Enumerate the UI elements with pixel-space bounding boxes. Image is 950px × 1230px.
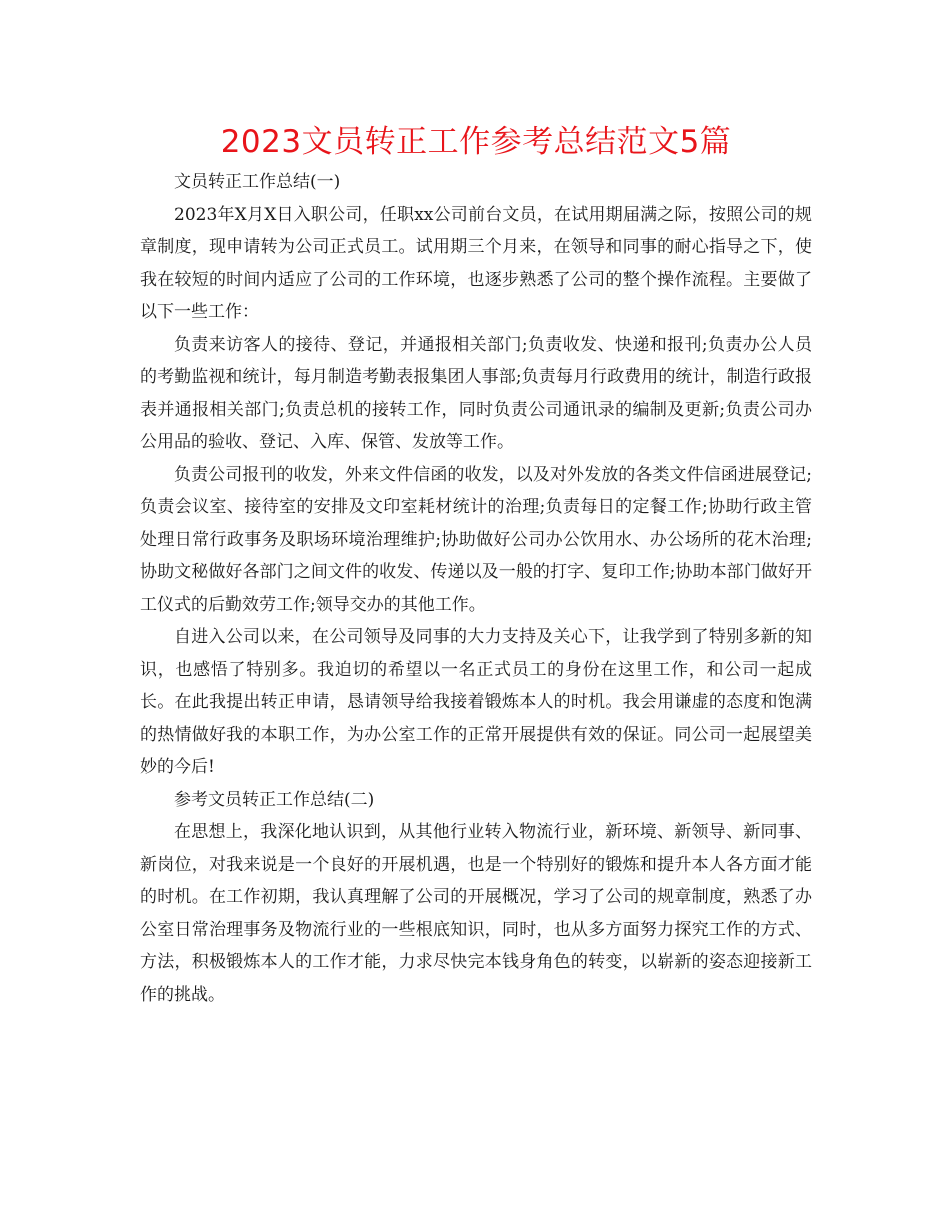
document-page [140,118,812,1011]
section-2-paragraph-1: 在思想上，我深化地认识到，从其他行业转入物流行业，新环境、新领导、新同事、新岗位，对我来说是一个良好的开展机遇，也是一个特别好的锻炼和提升本人各方面才能的时机。在工作初期，我认真理解了公司的开展概况，学习了公司的规章制度，熟悉了办公室日常治理事务及物流行业的一些根底知识，同时，也从多方面努力探究工作的方式、方法，积极锻炼本人的工作才能，力求尽快完本钱身角色的转变，以崭新的姿态迎接新工作的挑战。 [140,822,812,1005]
section-1-paragraph-2: 负责来访客人的接待、登记，并通报相关部门;负责收发、快递和报刊;负责办公人员的考勤监视和统计，每月制造考勤表报集团人事部;负责每月行政费用的统计，制造行政报表并通报相关部门;负责总机的接转工作，同时负责公司通讯录的编制及更新;负责公司办公用品的验收、登记、入库、保管、发放等工作。 [140,334,812,452]
section-1-paragraph-3: 负责公司报刊的收发，外来文件信函的收发，以及对外发放的各类文件信函进展登记;负责会议室、接待室的安排及文印室耗材统计的治理;负责每日的定餐工作;协助行政主管处理日常行政事务及职场环境治理维护;协助做好公司办公饮用水、办公场所的花木治理;协助文秘做好各部门之间文件的收发、传递以及一般的打字、复印工作;协助本部门做好开工仪式的后勤效劳工作;领导交办的其他工作。 [140,464,812,615]
section-1-paragraph-1: 2023年X月X日入职公司，任职xx公司前台文员，在试用期届满之际，按照公司的规章制度，现申请转为公司正式员工。试用期三个月来，在领导和同事的耐心指导之下，使我在较短的时间内适应了公司的工作环境，也逐步熟悉了公司的整个操作流程。主要做了以下一些工作： [140,204,812,322]
document-title: 2023文员转正工作参考总结范文5篇 [220,124,732,160]
section-1-paragraph-4: 自进入公司以来，在公司领导及同事的大力支持及关心下，让我学到了特别多新的知识，也感悟了特别多。我迫切的希望以一名正式员工的身份在这里工作，和公司一起成长。在此我提出转正申请，恳请领导给我接着锻炼本人的时机。我会用谦虚的态度和饱满的热情做好我的本职工作，为办公室工作的正常开展提供有效的保证。同公司一起展望美妙的今后! [140,627,812,777]
section-1-heading: 文员转正工作总结(一) [174,172,341,192]
section-2-heading: 参考文员转正工作总结(二) [174,789,375,810]
